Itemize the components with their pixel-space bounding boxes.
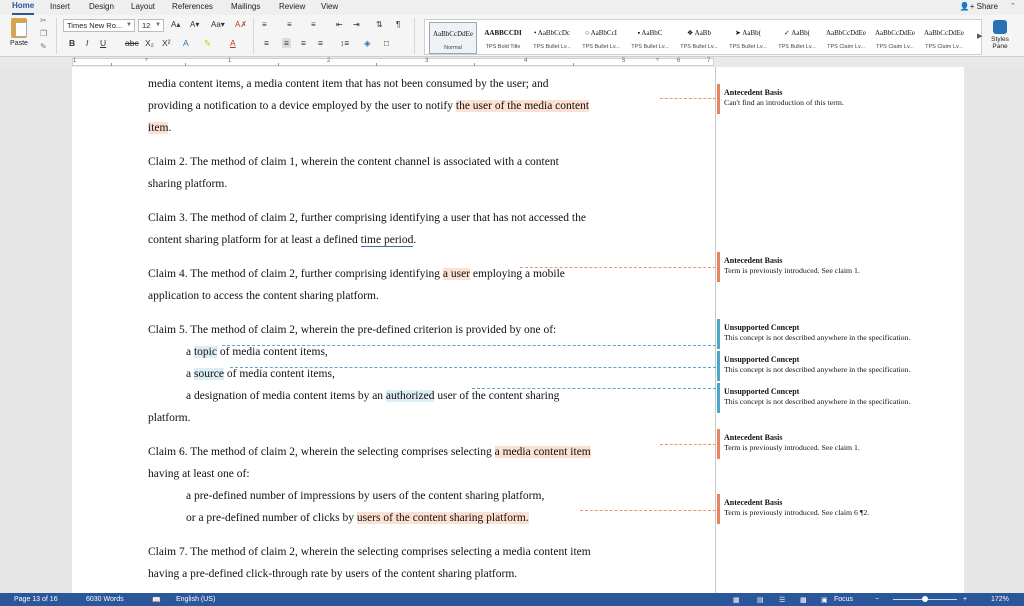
bold-icon[interactable]: B (69, 38, 76, 48)
flagged-term[interactable]: item (148, 122, 169, 134)
proofing-icon[interactable]: 📖 (152, 597, 161, 604)
tab-insert[interactable]: Insert (50, 2, 71, 11)
ribbon (0, 15, 1024, 57)
claim-3-line: Claim 3. The method of claim 2, further comprising identifying a user that has not accessed the (148, 212, 586, 224)
focus-button[interactable]: Focus (834, 596, 854, 603)
document-page[interactable]: media content items, a media content item that has not been consumed by the user; and providing a notification to a device employed by the user to notify the user of the media content item. Claim 2. The method of claim 1, wherein the content channel is associated with a content sharing platform. Claim 3. The method of claim 2, further comprising identifying a user that has not accessed the content sharing platform for at least a defined time period. Claim 4. The method of claim 2, further comprising identifying a user employing a mobile application to access the content sharing platform. Claim 5. The method of claim 2, wherein the pre-defined criterion is provided by one of: a topic of media content items, a source of media content items, a designation of media content items by an authorized user of the content sharing platform. Claim 6. The method of claim 2, wherein the selecting comprises selecting a media content item having at least one of: a pre-defined number of impressions by users of the content sharing platform, or a pre-defined number of clicks by users of the content sharing platform. Claim 7. The method of claim 2, wherein the selecting comprises selecting a media content item having a pre-defined click-through rate by users of the content sharing platform. Antecedent Basis Can't find an introduction of this term. Antecedent Basis Term is previously introduced. See claim 1. Unsupported Concept This concept is not described anywhere in the specification. Unsupported Concept This concept is not described anywhere in the specification. Unsupported Concept This concept is not described anywhere in the specification. Antecedent Basis Term is previously introduced. See claim 1. Antecedent Basis Term is previously introduced. See claim 6 ¶2. (72, 67, 964, 593)
page-count[interactable]: Page 13 of 16 (14, 596, 58, 603)
status-bar (0, 593, 1024, 606)
tab-mailings[interactable]: Mailings (231, 2, 261, 11)
strikethrough-icon[interactable]: abc (125, 38, 139, 48)
bullets-icon[interactable]: ≡ (262, 20, 267, 29)
text-line: item. (148, 122, 172, 134)
zoom-slider-handle[interactable] (922, 596, 928, 602)
zoom-in-icon[interactable]: + (963, 596, 968, 603)
superscript-icon[interactable]: X² (162, 38, 171, 48)
comment-margin-divider (715, 67, 716, 593)
flagged-term[interactable]: a media content item (494, 446, 591, 458)
paste-button[interactable]: Paste (5, 18, 33, 47)
word-count[interactable]: 6030 Words (86, 596, 124, 603)
text-effects-icon[interactable]: A (183, 38, 189, 48)
tab-design[interactable]: Design (89, 2, 114, 11)
align-right-icon[interactable]: ≡ (301, 38, 306, 48)
align-left-icon[interactable]: ≡ (264, 38, 269, 48)
focus-icon[interactable]: ▣ (821, 597, 828, 604)
underline-icon[interactable]: U (100, 38, 107, 48)
divider (56, 18, 57, 54)
change-case-icon[interactable]: Aa▾ (211, 20, 225, 29)
flagged-term[interactable]: authorized (385, 390, 435, 402)
borders-icon[interactable]: □ (384, 38, 390, 48)
increase-indent-icon[interactable]: ⇥ (353, 20, 360, 29)
flagged-term[interactable]: source (193, 368, 224, 380)
style-tps-bullet-6[interactable]: ✓ AaBb( TPS Bullet Lv... (778, 29, 816, 50)
subscript-icon[interactable]: X₂ (145, 38, 154, 48)
text-line: or a pre-defined number of clicks by users of the content sharing platform. (186, 512, 529, 524)
text-line: having a pre-defined click-through rate by users of the content sharing platform. (148, 568, 518, 580)
chevron-down-icon: ▼ (126, 22, 132, 28)
collapse-ribbon-icon[interactable]: ⌃ (1010, 3, 1016, 10)
highlight-icon[interactable]: ✎ (204, 38, 212, 48)
shading-icon[interactable]: ◈ (364, 38, 371, 48)
style-tps-claim-3[interactable]: AaBbCcDdEe TPS Claim Lv... (923, 29, 965, 50)
style-tps-claim-2[interactable]: AaBbCcDdEe TPS Claim Lv... (874, 29, 916, 50)
right-indent-marker-icon[interactable]: ▿ (656, 57, 660, 63)
share-button[interactable]: 👤+ Share (959, 2, 998, 11)
style-normal[interactable]: AaBbCcDdEe Normal (429, 22, 477, 54)
font-size-dropdown[interactable]: 12 ▼ (138, 19, 164, 32)
clear-formatting-icon[interactable]: A✗ (235, 20, 248, 29)
text-line: a source of media content items, (186, 368, 335, 380)
text-line: application to access the content sharing platform. (148, 290, 379, 302)
shrink-font-icon[interactable]: A▾ (190, 20, 200, 29)
italic-icon[interactable]: I (86, 38, 89, 48)
tab-layout[interactable]: Layout (131, 2, 156, 11)
tab-review[interactable]: Review (279, 2, 306, 11)
style-tps-bullet-5[interactable]: ➤ AaBb( TPS Bullet Lv... (729, 29, 767, 50)
clipboard-icon (11, 18, 27, 38)
style-tps-bullet-2[interactable]: ○ AaBbCcI TPS Bullet Lv... (582, 29, 620, 50)
more-styles-icon[interactable]: ▶ (977, 33, 983, 40)
chevron-down-icon: ▼ (155, 22, 161, 28)
style-tps-bullet-4[interactable]: ❖ AaBb TPS Bullet Lv... (680, 29, 718, 50)
zoom-level[interactable]: 172% (991, 596, 1009, 603)
flagged-term[interactable]: users of the content sharing platform. (356, 512, 529, 524)
spelling-underline-term[interactable]: time period (360, 234, 414, 246)
style-tps-bullet-3[interactable]: ▪ AaBbC TPS Bullet Lv... (631, 29, 669, 50)
text-line: providing a notification to a device employed by the user to notify the user of the media content (148, 100, 590, 112)
flagged-term[interactable]: topic (193, 346, 217, 358)
indent-marker-icon[interactable]: ▿ (145, 57, 149, 63)
format-painter-icon[interactable]: ✎ (40, 42, 47, 51)
sort-icon[interactable]: ⇅ (376, 20, 383, 29)
ribbon-tab-bar (0, 0, 1024, 15)
zoom-out-icon[interactable]: − (875, 596, 880, 603)
text-line: media content items, a media content item that has not been consumed by the user; and (148, 78, 549, 90)
claim-5-line: Claim 5. The method of claim 2, wherein the pre-defined criterion is provided by one of: (148, 324, 557, 336)
comment-connector (660, 444, 716, 445)
language-indicator[interactable]: English (US) (176, 596, 216, 603)
divider (414, 18, 415, 54)
outline-view-icon[interactable]: ☰ (779, 597, 786, 604)
style-tps-claim-1[interactable]: AaBbCcDdEe TPS Claim Lv... (825, 29, 867, 50)
tab-references[interactable]: References (172, 2, 213, 11)
justify-icon[interactable]: ≡ (318, 38, 323, 48)
text-line: a designation of media content items by an authorized user of the content sharing (186, 390, 560, 402)
show-formatting-icon[interactable]: ¶ (396, 20, 401, 29)
text-line: sharing platform. (148, 178, 228, 190)
flagged-term[interactable]: a user (442, 268, 471, 280)
style-tps-bullet-1[interactable]: • AaBbCcDc TPS Bullet Lv... (533, 29, 571, 50)
comment-connector (660, 98, 716, 99)
text-line: platform. (148, 412, 191, 424)
cut-icon[interactable]: ✂ (40, 16, 47, 25)
style-tps-bold-title[interactable]: AABBCCDI TPS Bold Title (484, 29, 522, 50)
text-line: a topic of media content items, (186, 346, 328, 358)
draft-view-icon[interactable]: ▩ (800, 597, 807, 604)
zoom-slider[interactable] (893, 599, 957, 600)
text-line: content sharing platform for at least a defined time period. (148, 234, 417, 246)
multilevel-list-icon[interactable]: ≡ (311, 20, 316, 29)
styles-pane-button[interactable]: Styles Pane (985, 20, 1015, 50)
claim-7-line: Claim 7. The method of claim 2, wherein the selecting comprises selecting a media content item (148, 546, 591, 558)
styles-gallery (424, 19, 982, 55)
web-layout-icon[interactable]: ▤ (757, 597, 764, 604)
text-line: a pre-defined number of impressions by users of the content sharing platform, (186, 490, 545, 502)
font-color-icon[interactable]: A (230, 38, 236, 48)
styles-pane-icon (993, 20, 1007, 34)
comment-connector (222, 345, 716, 346)
horizontal-ruler[interactable]: 1 ▿ 1 2 3 4 5 6 ▿ 7 (72, 58, 714, 66)
decrease-indent-icon[interactable]: ⇤ (336, 20, 343, 29)
line-spacing-icon[interactable]: ↕≡ (340, 38, 350, 48)
comment-connector (472, 388, 716, 389)
claim-4-line: Claim 4. The method of claim 2, further comprising identifying a user employing a mobile (148, 268, 565, 280)
copy-icon[interactable]: ❐ (40, 29, 48, 38)
comment-connector (230, 367, 716, 368)
claim-6-line: Claim 6. The method of claim 2, wherein the selecting comprises selecting a media content item (148, 446, 591, 458)
grow-font-icon[interactable]: A▴ (171, 20, 181, 29)
align-center-icon[interactable]: ≡ (284, 38, 289, 48)
claim-2-line: Claim 2. The method of claim 1, wherein the content channel is associated with a content (148, 156, 559, 168)
add-person-icon: 👤+ (959, 2, 975, 11)
comment-connector (580, 510, 716, 511)
print-layout-icon[interactable]: ▦ (733, 597, 740, 604)
comment-connector (520, 267, 716, 268)
font-name-dropdown[interactable]: Times New Ro... ▼ (63, 19, 135, 32)
text-line: having at least one of: (148, 468, 250, 480)
tab-view[interactable]: View (321, 2, 339, 11)
divider (253, 18, 254, 54)
flagged-term[interactable]: the user of the media content (455, 100, 590, 112)
tab-home[interactable]: Home (12, 1, 34, 15)
numbering-icon[interactable]: ≡ (287, 20, 292, 29)
